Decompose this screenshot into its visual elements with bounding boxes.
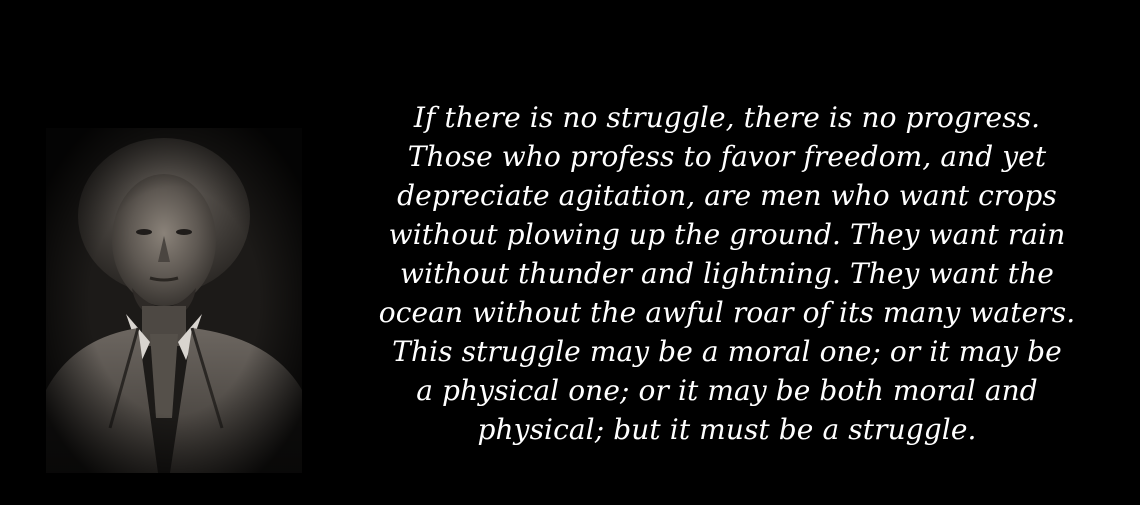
- portrait-photo: [46, 128, 302, 473]
- quote-line: ocean without the awful roar of its many waters.: [378, 296, 1076, 329]
- quote-text: [332, 98, 1122, 449]
- quote-line: without thunder and lightning. They want the: [400, 257, 1054, 290]
- quote-line: Those who profess to favor freedom, and yet: [407, 140, 1047, 173]
- quote-line: without plowing up the ground. They want rain: [388, 218, 1066, 251]
- quote-line: This struggle may be a moral one; or it may be: [392, 335, 1062, 368]
- quote-line: a physical one; or it may be both moral and: [416, 374, 1038, 407]
- quote-line: depreciate agitation, are men who want crops: [397, 179, 1057, 212]
- quote-line: If there is no struggle, there is no progress.: [413, 101, 1041, 134]
- quote-line: physical; but it must be a struggle.: [477, 413, 977, 446]
- portrait-illustration: [46, 128, 302, 473]
